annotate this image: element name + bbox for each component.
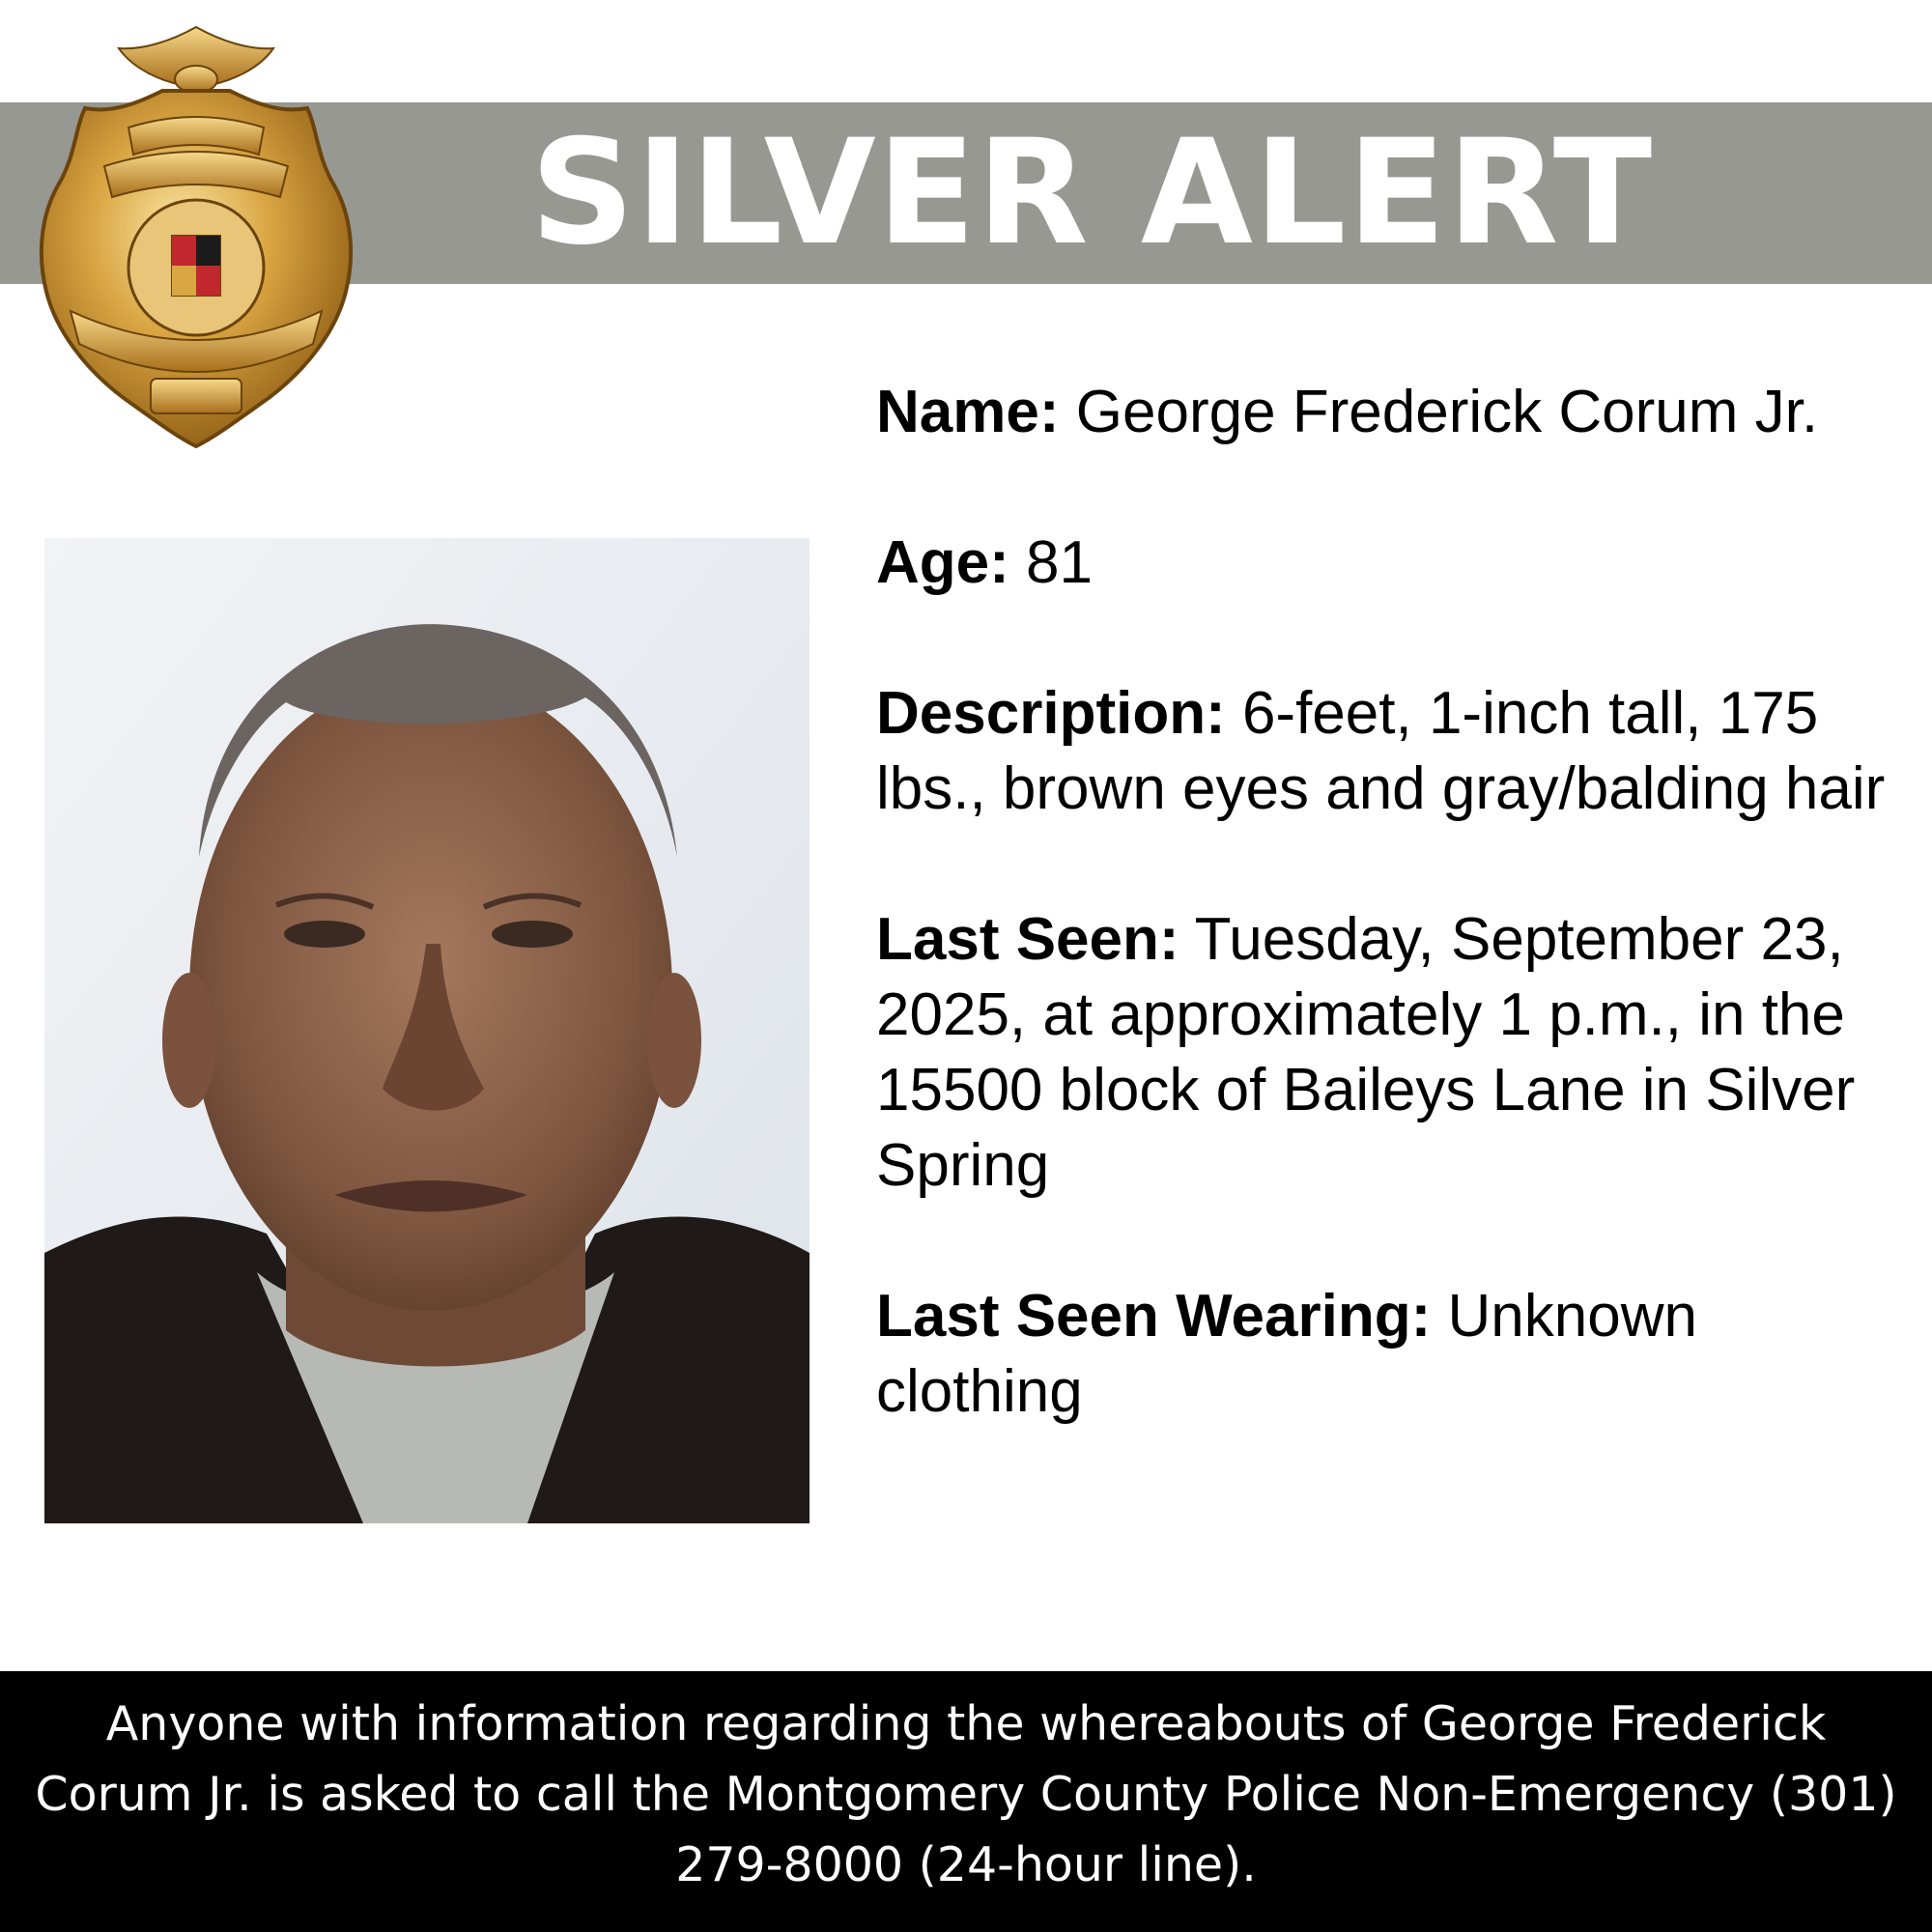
contact-message (10, 1689, 1922, 1900)
wearing-value: Unknown clothing (876, 1283, 1697, 1425)
police-badge-icon (27, 21, 365, 448)
person-photo (44, 538, 810, 1523)
description-field (876, 676, 1900, 827)
description-value: 6-feet, 1-inch tall, 175 lbs., brown eyes and gray/balding hair (876, 680, 1886, 822)
last-seen-value: Tuesday, September 23, 2025, at approximately 1 p.m., in the 15500 block of Baileys Lane in Silver Spring (876, 906, 1856, 1199)
contact-line-2: Corum Jr. is asked to call the Montgomery County Police Non-Emergency (301) (35, 1767, 1897, 1822)
page-title: SILVER ALERT (529, 109, 1654, 277)
age-label: Age: (876, 529, 1009, 596)
wearing-field (876, 1279, 1900, 1430)
name-value: George Frederick Corum Jr. (1075, 379, 1819, 445)
last-seen-label: Last Seen: (876, 906, 1179, 973)
contact-line-3: 279-8000 (24-hour line). (675, 1837, 1257, 1892)
name-label: Name: (876, 379, 1060, 445)
age-value: 81 (1026, 529, 1093, 596)
name-field (876, 375, 1900, 450)
last-seen-field (876, 902, 1900, 1204)
details-panel (876, 375, 1900, 1505)
description-label: Description: (876, 680, 1226, 747)
contact-line-1: Anyone with information regarding the whereabouts of George Frederick (105, 1696, 1827, 1751)
person-portrait-icon (44, 538, 810, 1523)
age-field (876, 526, 1900, 601)
wearing-label: Last Seen Wearing: (876, 1283, 1432, 1350)
